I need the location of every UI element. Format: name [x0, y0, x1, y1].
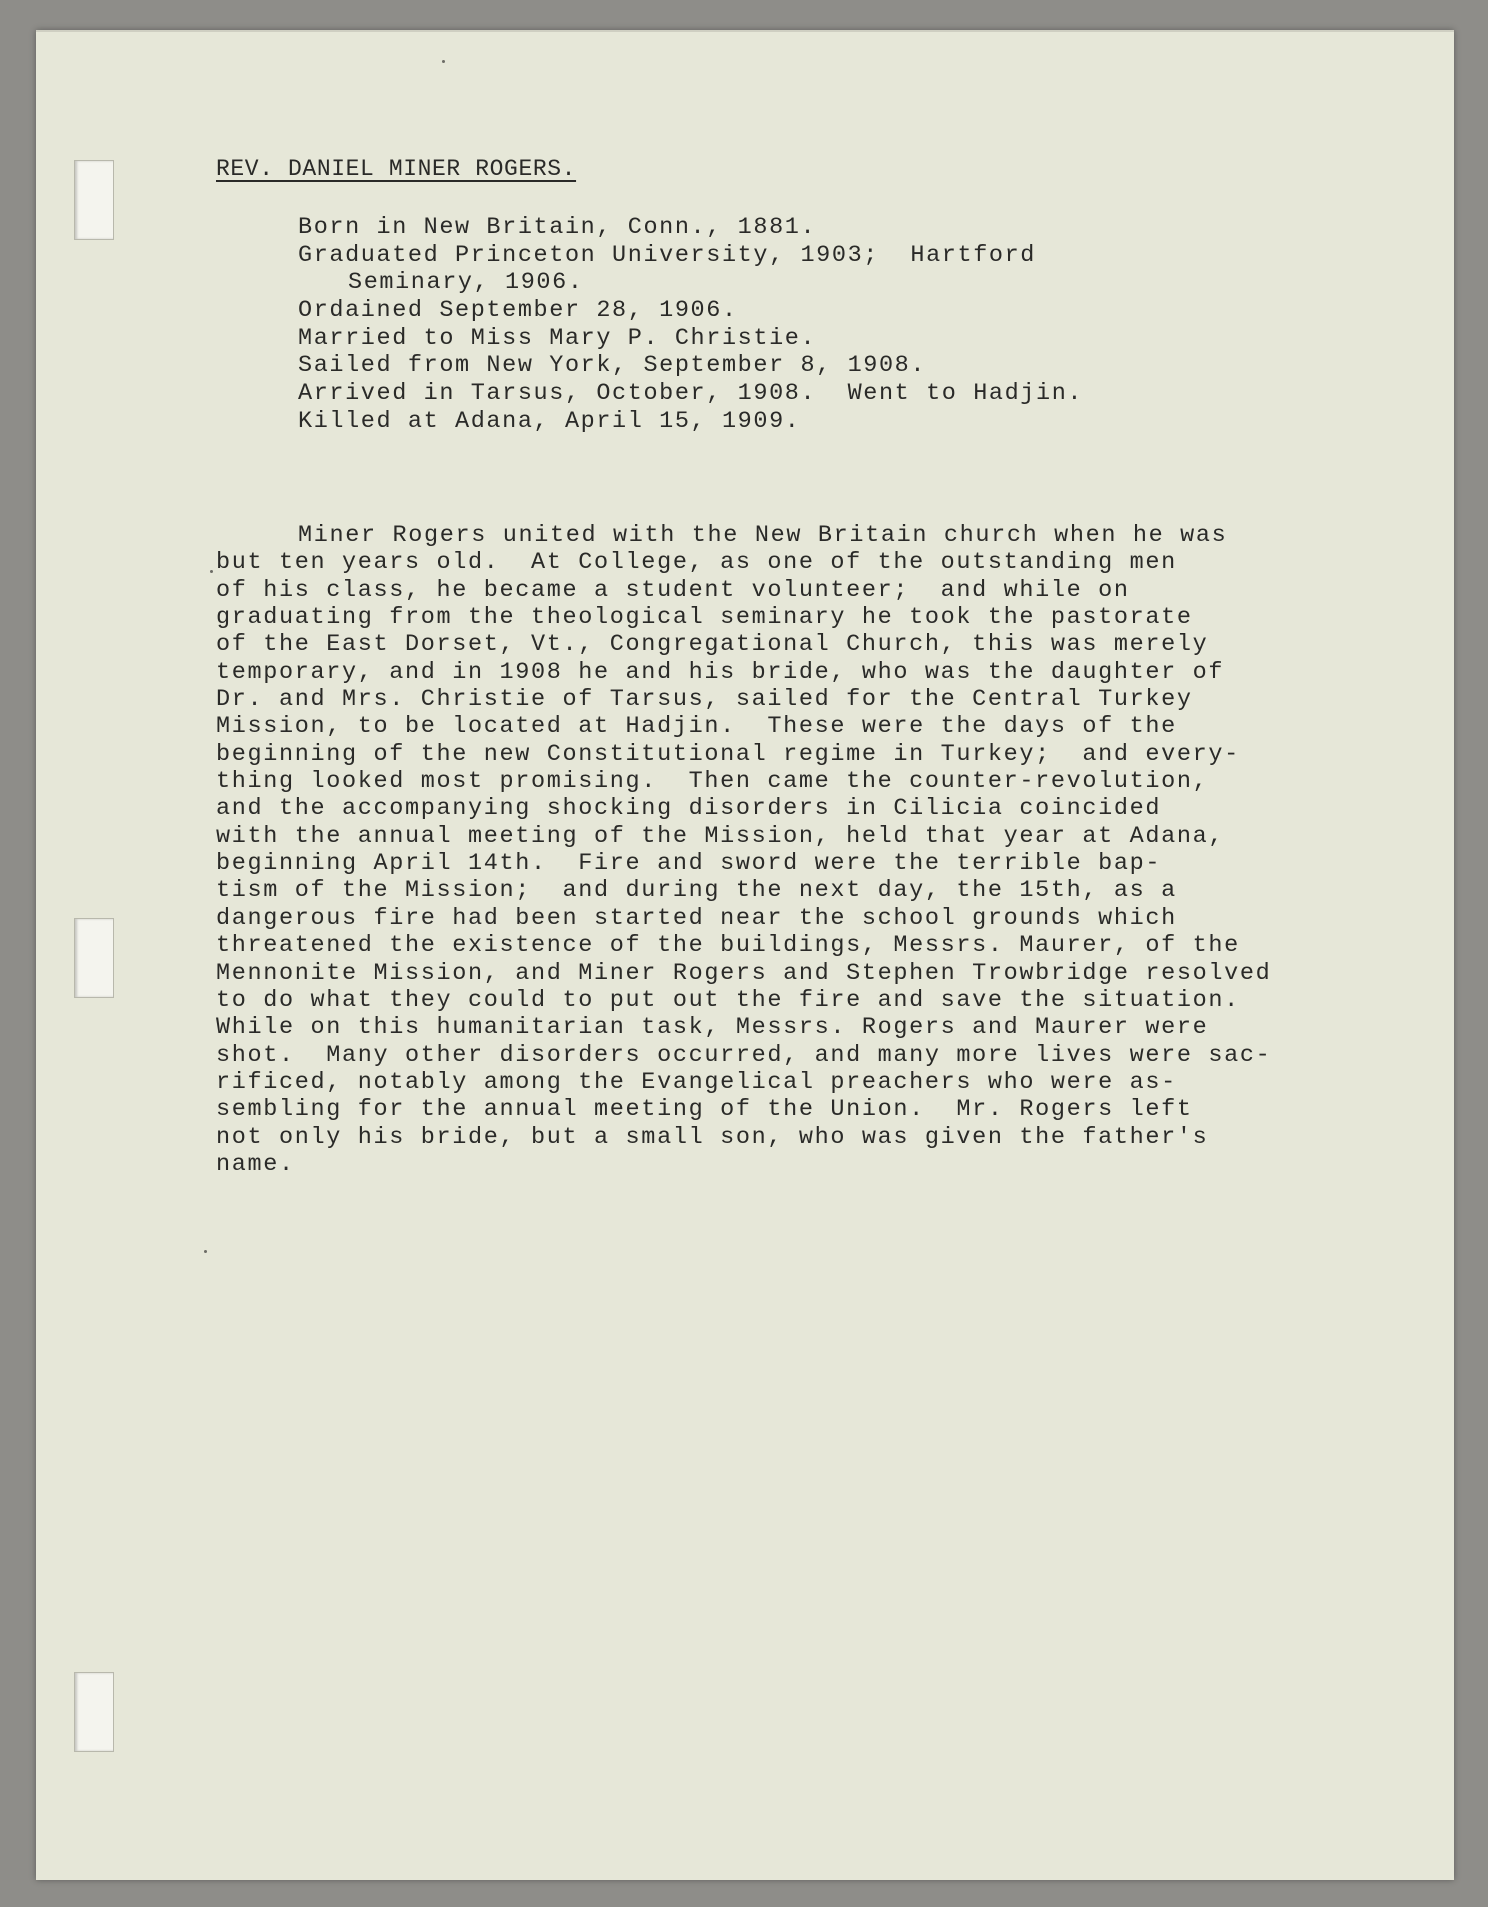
fact-line: Sailed from New York, September 8, 1908.	[298, 352, 927, 380]
page-title: REV. DANIEL MINER ROGERS.	[216, 156, 577, 182]
paragraph-line: threatened the existence of the buildings, Messrs. Maurer, of the	[216, 932, 1240, 960]
fact-line: Born in New Britain, Conn., 1881.	[298, 214, 817, 241]
paragraph-line: beginning of the new Constitutional regime in Turkey; and every-	[216, 740, 1240, 768]
paragraph-line: and the accompanying shocking disorders in Cilicia coincided	[216, 795, 1162, 823]
biographical-facts	[298, 214, 1083, 436]
paragraph-line: rificed, notably among the Evangelical preachers who were as-	[216, 1068, 1177, 1096]
paragraph-line: While on this humanitarian task, Messrs. Rogers and Maurer were	[216, 1014, 1209, 1042]
fact-line: Graduated Princeton University, 1903; Hartford	[298, 241, 1037, 269]
punch-hole-middle	[74, 918, 114, 998]
paragraph-line: graduating from the theological seminary he took the pastorate	[216, 604, 1193, 632]
paragraph-line: thing looked most promising. Then came the counter-revolution,	[216, 768, 1209, 796]
paragraph-line: shot. Many other disorders occurred, and many more lives were sac-	[216, 1041, 1272, 1069]
paper-speck	[210, 570, 213, 573]
paragraph-line: name.	[216, 1150, 295, 1178]
paragraph-line: Mission, to be located at Hadjin. These were the days of the	[216, 713, 1177, 741]
paragraph-line: Dr. and Mrs. Christie of Tarsus, sailed for the Central Turkey	[216, 686, 1193, 714]
paragraph-line: sembling for the annual meeting of the Union. Mr. Rogers left	[216, 1096, 1193, 1124]
paper-speck	[204, 1250, 207, 1253]
punch-hole-top	[74, 160, 114, 240]
paragraph-line: beginning April 14th. Fire and sword were the terrible bap-	[216, 850, 1162, 878]
paper-speck	[442, 60, 445, 63]
fact-line: Killed at Adana, April 15, 1909.	[298, 407, 801, 435]
paragraph-line: Miner Rogers united with the New Britain church when he was	[298, 522, 1228, 549]
paragraph-line: of the East Dorset, Vt., Congregational Church, this was merely	[216, 631, 1209, 659]
paragraph-line: not only his bride, but a small son, who was given the father's	[216, 1123, 1209, 1151]
fact-line: Married to Miss Mary P. Christie.	[298, 324, 817, 352]
biography-paragraph	[216, 522, 1271, 1178]
punch-hole-bottom	[74, 1672, 114, 1752]
paragraph-line: dangerous fire had been started near the school grounds which	[216, 904, 1177, 932]
paragraph-line: to do what they could to put out the fire and save the situation.	[216, 986, 1240, 1014]
paragraph-line: Mennonite Mission, and Miner Rogers and Stephen Trowbridge resolved	[216, 959, 1272, 987]
fact-line: Arrived in Tarsus, October, 1908. Went to Hadjin.	[298, 380, 1084, 408]
paragraph-line: of his class, he became a student volunteer; and while on	[216, 576, 1130, 604]
paragraph-line: temporary, and in 1908 he and his bride, who was the daughter of	[216, 658, 1225, 686]
fact-line: Seminary, 1906.	[348, 269, 584, 297]
fact-line: Ordained September 28, 1906.	[298, 297, 738, 325]
paragraph-line: with the annual meeting of the Mission, held that year at Adana,	[216, 822, 1225, 850]
paragraph-line: tism of the Mission; and during the next day, the 15th, as a	[216, 877, 1177, 905]
paragraph-line: but ten years old. At College, as one of the outstanding men	[216, 549, 1177, 577]
